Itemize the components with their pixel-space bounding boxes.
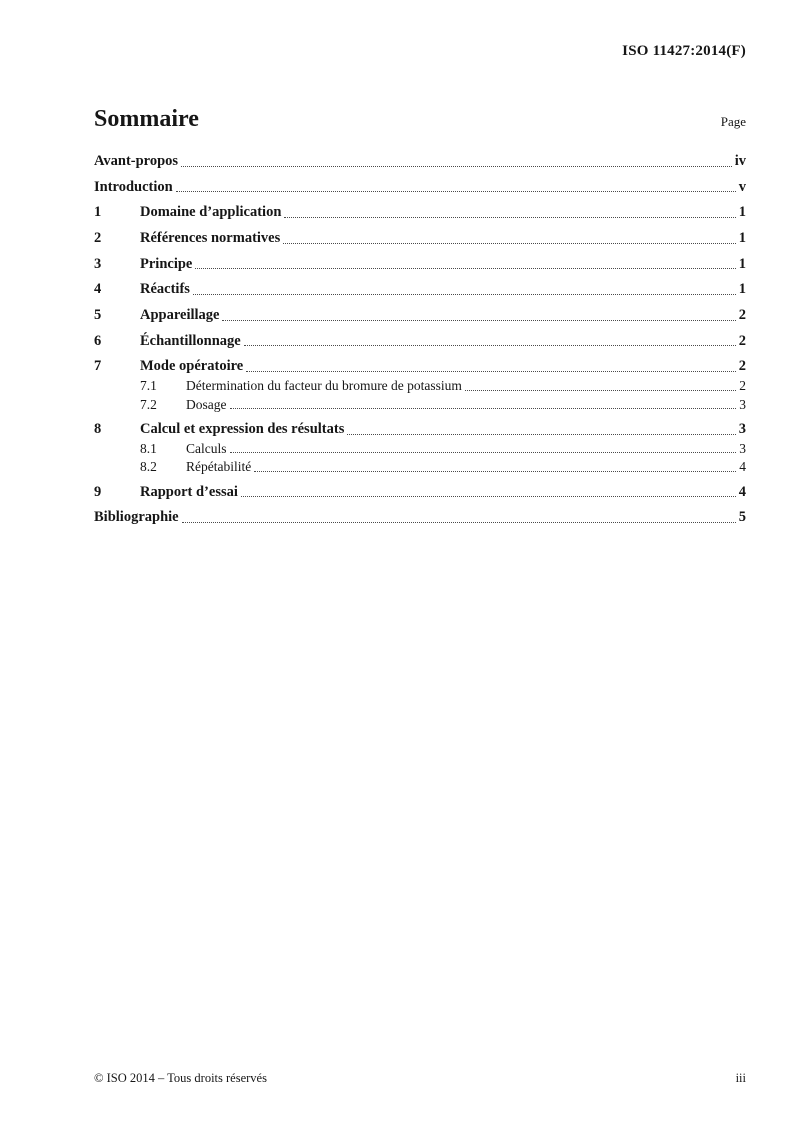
- toc-entry-page: 1: [738, 204, 746, 221]
- toc-entry-number: 8: [94, 421, 102, 438]
- toc-dot-leader: [283, 243, 736, 244]
- toc-entry-label: Mode opératoire: [140, 358, 244, 375]
- toc-entry-number: 1: [94, 204, 102, 221]
- toc-entry-page: iv: [734, 153, 746, 169]
- toc-entry-number: 3: [94, 255, 102, 272]
- toc-dot-leader: [246, 371, 736, 372]
- toc-dot-leader: [195, 268, 735, 269]
- toc-entry-page: 5: [738, 509, 746, 526]
- toc-entry-page: 2: [738, 358, 746, 375]
- toc-entry-number: 7.1: [140, 378, 157, 394]
- toc-entry: [94, 333, 746, 350]
- toc-dot-leader: [222, 320, 735, 321]
- toc-entry-label: Répétabilité: [186, 459, 252, 475]
- toc-entry-page: 2: [739, 378, 746, 394]
- toc-entry-page: 3: [739, 396, 746, 412]
- toc-entry-page: 3: [739, 440, 746, 456]
- toc-entry: [94, 307, 746, 324]
- toc-entry: [94, 484, 746, 501]
- toc-entry: [94, 153, 746, 170]
- toc-entry: [94, 204, 746, 221]
- toc-dot-leader: [244, 345, 736, 346]
- toc-entry-number: 9: [94, 483, 102, 500]
- toc-entry: [94, 230, 746, 247]
- toc-entry-number: 6: [94, 332, 102, 349]
- toc-dot-leader: [284, 217, 735, 218]
- toc-entry: [94, 281, 746, 298]
- toc-entry-page: 2: [738, 332, 746, 349]
- table-of-contents: [94, 153, 746, 526]
- toc-entry-page: 3: [738, 421, 746, 438]
- page-column-label: Page: [720, 114, 746, 129]
- toc-entry-number: 8.1: [140, 440, 157, 456]
- toc-entry-label: Rapport d’essai: [140, 483, 238, 500]
- toc-subentry: [94, 397, 746, 413]
- toc-entry-label: Détermination du facteur du bromure de potassium: [186, 378, 462, 394]
- toc-entry-page: v: [738, 178, 746, 195]
- page-footer: [94, 1071, 746, 1086]
- toc-subentry: [94, 378, 746, 394]
- title-row: [94, 106, 746, 133]
- toc-entry-label: Domaine d’application: [140, 204, 282, 221]
- toc-entry: [94, 358, 746, 375]
- toc-entry-page: 1: [738, 255, 746, 272]
- copyright-notice: © ISO 2014 – Tous droits réservés: [94, 1071, 267, 1085]
- toc-dot-leader: [193, 294, 736, 295]
- page-number: iii: [735, 1071, 746, 1085]
- page-title: Sommaire: [94, 106, 199, 132]
- toc-entry-label: Références normatives: [140, 230, 281, 247]
- toc-entry: [94, 421, 746, 438]
- toc-subentry: [94, 459, 746, 475]
- toc-entry-label: Échantillonnage: [140, 332, 241, 349]
- toc-entry-number: 8.2: [140, 459, 157, 475]
- toc-dot-leader: [241, 496, 736, 497]
- toc-dot-leader: [182, 522, 736, 523]
- toc-entry-label: Bibliographie: [94, 509, 179, 526]
- toc-entry: [94, 256, 746, 273]
- toc-entry: [94, 509, 746, 526]
- toc-entry-label: Calcul et expression des résultats: [140, 421, 345, 438]
- toc-entry-page: 1: [738, 230, 746, 247]
- toc-entry-number: 2: [94, 230, 102, 247]
- toc-entry-page: 1: [738, 281, 746, 298]
- toc-entry-page: 4: [738, 483, 746, 500]
- toc-entry-label: Calculs: [186, 440, 227, 456]
- toc-dot-leader: [254, 471, 736, 472]
- toc-dot-leader: [347, 434, 735, 435]
- toc-dot-leader: [230, 452, 737, 453]
- toc-entry-number: 7: [94, 358, 102, 375]
- toc-dot-leader: [465, 390, 736, 391]
- toc-entry-page: 4: [739, 459, 746, 475]
- toc-entry-label: Avant-propos: [94, 153, 179, 169]
- toc-dot-leader: [176, 191, 736, 192]
- toc-entry-page: 2: [738, 307, 746, 324]
- toc-entry-label: Dosage: [186, 396, 227, 412]
- toc-entry-number: 5: [94, 307, 102, 324]
- toc-entry-label: Principe: [140, 255, 193, 272]
- toc-dot-leader: [230, 408, 737, 409]
- toc-entry-number: 4: [94, 281, 102, 298]
- toc-entry-label: Réactifs: [140, 281, 190, 298]
- toc-entry-label: Appareillage: [140, 307, 220, 324]
- toc-entry-label: Introduction: [94, 178, 173, 195]
- document-reference: ISO 11427:2014(F): [622, 43, 746, 59]
- toc-dot-leader: [181, 166, 732, 167]
- toc-entry-number: 7.2: [140, 396, 157, 412]
- toc-subentry: [94, 441, 746, 457]
- toc-entry: [94, 179, 746, 196]
